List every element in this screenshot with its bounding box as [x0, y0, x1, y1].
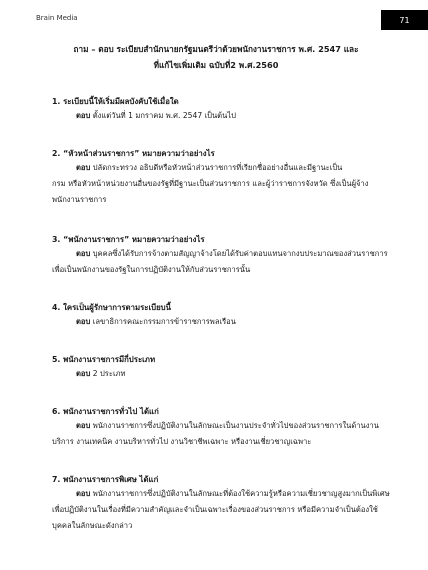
answer-label: ตอบ	[76, 489, 91, 498]
answer-text: พนักงานราชการซึ่งปฏิบัติงานในลักษณะเป็นงานประจำทั่วไปของส่วนราชการในด้านงาน	[92, 421, 379, 430]
answer-text: บุคคลในลักษณะดังกล่าว	[52, 521, 133, 530]
answer-text: เพื่อปฏิบัติงานในเรื่องที่มีความสำคัญและจำเป็นเฉพาะเรื่องของส่วนราชการ หรือมีความจำเป็นต้องใช้	[52, 505, 378, 514]
answer-text: บุคคลซึ่งได้รับการจ้างตามสัญญาจ้างโดยได้รับค่าตอบแทนจากงบประมาณของส่วนราชการ	[92, 249, 388, 258]
answer-7	[52, 486, 390, 534]
answer-text: เพื่อเป็นพนักงานของรัฐในการปฏิบัติงานให้กับส่วนราชการนั้น	[52, 265, 251, 274]
answer-label: ตอบ	[76, 421, 91, 430]
answer-text: พนักงานราชการซึ่งปฏิบัติงานในลักษณะที่ต้องใช้ความรู้หรือความเชี่ยวชาญสูงมากเป็นพิเศษ	[92, 489, 390, 498]
answer-2	[52, 160, 382, 208]
answer-6	[52, 418, 382, 450]
answer-label: ตอบ	[76, 249, 91, 258]
answer-3	[52, 246, 388, 278]
answer-text: บริการ งานเทคนิค งานบริหารทั่วไป งานวิชาชีพเฉพาะ หรืองานเชี่ยวชาญเฉพาะ	[52, 437, 312, 446]
answer-4	[52, 314, 382, 330]
question-3: 3. “พนักงานราชการ” หมายความว่าอย่างไร	[52, 235, 205, 244]
question-6: 6. พนักงานราชการทั่วไป ได้แก่	[52, 407, 159, 416]
document-title-line-2: ที่แก้ไขเพิ่มเติม ฉบับที่2 พ.ศ.2560	[153, 60, 279, 70]
answer-text: กรม หรือหัวหน้าหน่วยงานอื่นของรัฐที่มีฐานะเป็นส่วนราชการ และผู้ว่าราชการจังหวัด ซึ่งเป็นผู้จ้าง	[52, 179, 369, 188]
question-5: 5. พนักงานราชการมีกี่ประเภท	[52, 355, 156, 364]
document-title-line-1: ถาม – ตอบ ระเบียบสำนักนายกรัฐมนตรีว่าด้วยพนักงานราชการ พ.ศ. 2547 และ	[73, 44, 359, 54]
page-number: 71	[381, 10, 428, 30]
question-4: 4. ใครเป็นผู้รักษาการตามระเบียบนี้	[52, 303, 171, 312]
answer-label: ตอบ	[76, 163, 91, 172]
answer-text: พนักงานราชการ	[52, 195, 107, 204]
question-1: 1. ระเบียบนี้ให้เริ่มมีผลบังคับใช้เมื่อใด	[52, 97, 179, 106]
answer-label: ตอบ	[76, 111, 91, 120]
answer-label: ตอบ	[76, 369, 91, 378]
answer-1	[52, 108, 382, 124]
question-7: 7. พนักงานราชการพิเศษ ได้แก่	[52, 475, 159, 484]
answer-text: 2 ประเภท	[92, 369, 126, 378]
header-brand: Brain Media	[36, 14, 78, 22]
question-2: 2. “หัวหน้าส่วนราชการ” หมายความว่าอย่างไร	[52, 149, 215, 158]
answer-text: เลขาธิการคณะกรรมการข้าราชการพลเรือน	[92, 317, 236, 326]
answer-text: ปลัดกระทรวง อธิบดีหรือหัวหน้าส่วนราชการที่เรียกชื่ออย่างอื่นและมีฐานะเป็น	[92, 163, 343, 172]
answer-5	[52, 366, 382, 382]
answer-text: ตั้งแต่วันที่ 1 มกราคม พ.ศ. 2547 เป็นต้นไป	[92, 111, 236, 120]
answer-label: ตอบ	[76, 317, 91, 326]
